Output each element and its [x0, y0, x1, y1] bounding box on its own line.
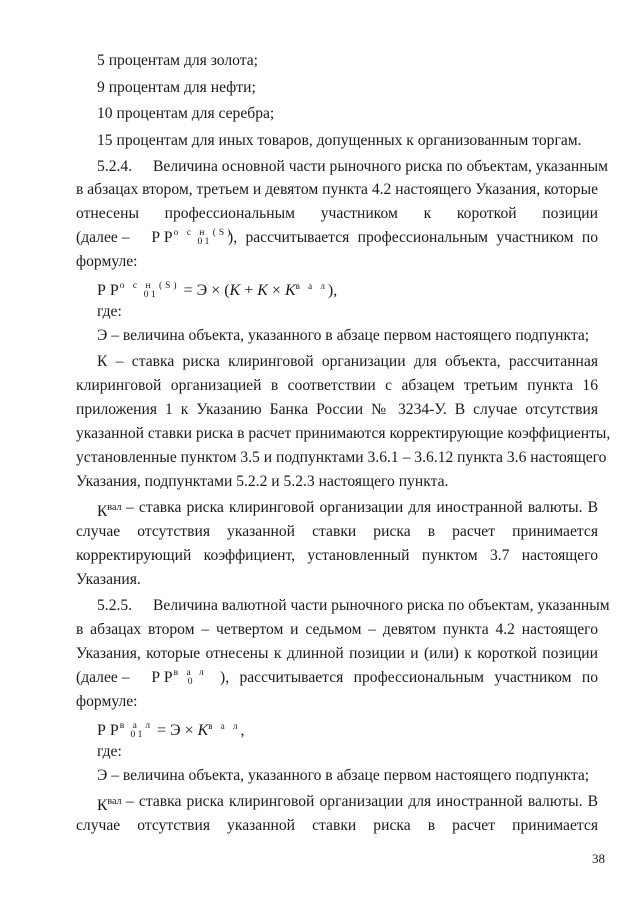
text-line-with-symbol: [76, 668, 207, 688]
page-number: 38: [592, 851, 605, 866]
text-line: 5 процентам для золота;: [97, 52, 259, 69]
symbol-index-stack: [120, 722, 153, 741]
text-fragment: (далее –: [76, 229, 130, 246]
text-line: 10 процентам для серебра;: [97, 105, 275, 122]
o1-subscript: 0 1: [130, 730, 143, 741]
k-symbol: К: [97, 797, 108, 814]
symbol-index-stack: [174, 229, 234, 248]
formula-part: ),: [327, 282, 338, 299]
val-superscript: в а л: [295, 281, 328, 291]
section-number: 5.2.4.: [97, 158, 133, 175]
equals-sign: =: [157, 722, 167, 739]
val-superscript: в а л: [208, 721, 241, 731]
val-superscript: в а л: [119, 720, 153, 731]
text-line-with-symbol: [76, 228, 233, 248]
section-number: 5.2.5.: [97, 597, 133, 614]
text-line: Э – величина объекта, указанного в абзаце первом настоящего подпункта;: [97, 327, 590, 344]
text-line: указанной ставки риска в расчет принимаются корректирующие коэффициенты,: [76, 425, 611, 442]
osn-s-superscript: о с н (S): [119, 280, 180, 291]
k-variable: K: [229, 282, 241, 299]
text-line: где:: [97, 743, 122, 760]
o1-subscript: 0 1: [143, 290, 156, 301]
text-line: приложения 1 к Указанию Банка России № 3234-У. В случае отсутствия: [76, 401, 598, 418]
text-line: случае отсутствия указанной ставки риска в расчет принимается: [76, 523, 598, 540]
text-line: Э – величина объекта, указанного в абзаце первом настоящего подпункта;: [97, 767, 590, 784]
text-line: в абзацах втором – четвертом и седьмом – девятом пункта 4.2 настоящего: [76, 621, 598, 638]
o-subscript: 0: [187, 677, 193, 688]
text-line: Величина основной части рыночного риска по объектам, указанным: [153, 158, 608, 175]
rr-symbol: Р Р: [97, 722, 119, 739]
text-line: установленные пунктом 3.5 и подпунктами 3.6.1 – 3.6.12 пункта 3.6 настоящего: [76, 449, 607, 466]
symbol-index-stack: [120, 282, 180, 301]
times-sign: ×: [267, 282, 285, 299]
text-line: клиринговой организацией в соответствии с абзацем третьим пункта 16: [76, 377, 598, 394]
text-line: Указания.: [76, 571, 141, 588]
text-line: 9 процентам для нефти;: [97, 79, 256, 96]
val-superscript: в а л: [173, 667, 207, 678]
text-line: – ставка риска клиринговой организации для иностранной валюты. В: [126, 499, 598, 516]
formula-part: ,: [240, 722, 245, 739]
rr-symbol: Р Р: [151, 229, 173, 246]
k-symbol: К: [97, 503, 108, 520]
formula-part: Э ×: [166, 722, 198, 739]
plus-sign: +: [240, 282, 258, 299]
text-line: 15 процентам для иных товаров, допущенных к организованным торгам.: [97, 132, 582, 149]
formula-1: [97, 276, 337, 301]
text-line: отнесены профессиональным участником к короткой позиции: [76, 205, 598, 222]
symbol-index-stack: [174, 669, 207, 688]
text-line: корректирующий коэффициент, установленный пунктом 3.7 настоящего: [76, 547, 598, 564]
o1-subscript: 0 1: [197, 237, 210, 248]
text-line: в абзацах втором, третьем и девятом пункта 4.2 настоящего Указания, которые: [76, 181, 598, 198]
text-line: формуле:: [76, 253, 138, 270]
k-variable: K: [284, 282, 296, 299]
val-superscript: вал: [107, 502, 122, 513]
osn-s-superscript: о с н (S): [173, 227, 234, 238]
formula-2: [97, 716, 245, 741]
text-line: ), рассчитывается профессиональным участником по: [220, 669, 598, 686]
k-variable: K: [197, 722, 209, 739]
text-line: К – ставка риска клиринговой организации для объекта, рассчитанная: [97, 353, 598, 370]
text-line: случае отсутствия указанной ставки риска в расчет принимается: [76, 817, 598, 834]
text-line: где:: [97, 303, 122, 320]
equals-sign: =: [183, 282, 193, 299]
text-line: ), рассчитывается профессиональным участником по: [228, 229, 598, 246]
text-line: Величина валютной части рыночного риска по объектам, указанным: [153, 597, 610, 614]
rr-symbol: Р Р: [151, 669, 173, 686]
formula-part: Э × (: [192, 282, 230, 299]
text-line: – ставка риска клиринговой организации для иностранной валюты. В: [126, 793, 598, 810]
text-line-with-symbol: [97, 498, 122, 522]
text-line-with-symbol: [97, 792, 122, 816]
k-variable: K: [257, 282, 268, 299]
text-line: формуле:: [76, 693, 138, 710]
text-fragment: (далее –: [76, 669, 130, 686]
rr-symbol: Р Р: [97, 282, 119, 299]
text-line: Указания, которые отнесены к длинной позиции и (или) к короткой позиции: [76, 645, 598, 662]
val-superscript: вал: [107, 796, 122, 807]
text-line: Указания, подпунктами 5.2.2 и 5.2.3 настоящего пункта.: [76, 473, 449, 490]
